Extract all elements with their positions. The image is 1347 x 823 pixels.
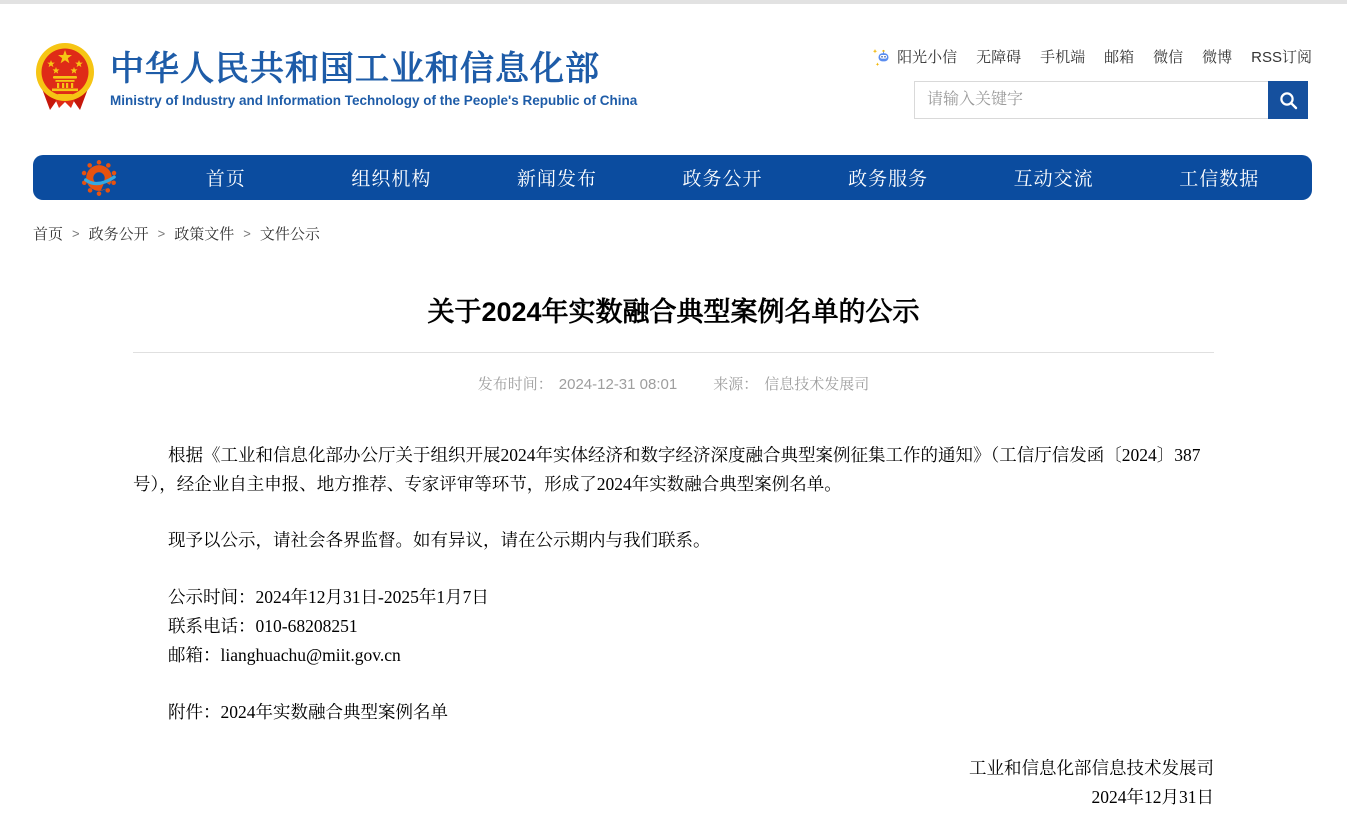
quick-link-mobile[interactable]: [1040, 46, 1085, 67]
signature-block: [133, 754, 1214, 812]
nav-item-gov-disclosure[interactable]: 政务公开: [682, 169, 763, 190]
quick-link-accessibility[interactable]: [976, 46, 1021, 67]
nav-item-data[interactable]: 工信数据: [1179, 169, 1260, 190]
search-bar: [914, 81, 1308, 119]
publicity-period-line: 公示时间：2024年12月31日-2025年1月7日: [168, 587, 489, 607]
paragraph: 根据《工业和信息化部办公厅关于组织开展2024年实体经济和数字经济深度融合典型案例征集工作的通知》（工信厅信发函〔2024〕387号），经企业自主申报、地方推荐、专家评审等环节，形成了2024年实数融合典型案例名单。: [133, 445, 1201, 494]
publish-time-label: 发布时间：: [477, 376, 553, 393]
quick-link-weibo[interactable]: [1202, 46, 1232, 67]
signature-date: 2024年12月31日: [1091, 787, 1214, 807]
nav-item-home[interactable]: 首页: [205, 169, 246, 190]
quick-link-label: 手机端: [1040, 49, 1086, 66]
quick-link-label: RSS订阅: [1251, 49, 1312, 66]
site-header: [0, 4, 1347, 152]
main-nav: [33, 155, 1312, 200]
search-icon: [1278, 90, 1299, 111]
article: [133, 260, 1214, 812]
title-divider: [133, 352, 1214, 353]
breadcrumb-policy-documents[interactable]: 政策文件: [174, 226, 235, 243]
contact-phone-line: 联系电话：010-68208251: [168, 616, 358, 636]
contact-email-line: 邮箱：lianghuachu@miit.gov.cn: [168, 645, 401, 665]
attachment-line: [133, 698, 1214, 727]
quick-link-sunshine[interactable]: [873, 46, 957, 67]
quick-link-label: 无障碍: [976, 49, 1022, 66]
quick-link-mail[interactable]: [1104, 46, 1134, 67]
nav-item-interaction[interactable]: 互动交流: [1013, 169, 1094, 190]
contact-info-block: [133, 583, 1214, 670]
attachment-label: 附件：: [168, 702, 221, 722]
quick-link-wechat[interactable]: [1153, 46, 1183, 67]
site-title-block: [110, 49, 637, 108]
quick-link-label: 邮箱: [1104, 49, 1135, 66]
breadcrumb-separator: >: [243, 226, 251, 241]
quick-link-label: 阳光小信: [897, 49, 958, 66]
quick-link-label: 微博: [1202, 49, 1233, 66]
quick-link-rss[interactable]: [1251, 46, 1312, 67]
breadcrumb-current-page: 文件公示: [259, 226, 320, 243]
quick-link-label: 微信: [1153, 49, 1184, 66]
site-title-cn: 中华人民共和国工业和信息化部: [110, 49, 600, 88]
source-value: 信息技术发展司: [764, 376, 870, 393]
breadcrumb-home[interactable]: 首页: [33, 226, 64, 243]
nav-item-news[interactable]: 新闻发布: [516, 169, 597, 190]
breadcrumb-gov-disclosure[interactable]: 政务公开: [88, 226, 149, 243]
header-quick-links: [873, 46, 1312, 67]
breadcrumb-separator: >: [157, 226, 166, 241]
nav-item-gov-services[interactable]: 政务服务: [848, 169, 929, 190]
source-label: 来源：: [713, 376, 759, 393]
search-button[interactable]: [1268, 81, 1308, 119]
search-input[interactable]: [915, 82, 1268, 118]
nav-item-organization[interactable]: 组织机构: [351, 169, 432, 190]
robot-mascot-icon: [873, 47, 892, 66]
paragraph: 现予以公示，请社会各界监督。如有异议，请在公示期内与我们联系。: [168, 530, 711, 550]
miit-gear-logo-icon[interactable]: [73, 158, 125, 198]
site-title-en: Ministry of Industry and Information Technology of the People's Republic of China: [110, 92, 638, 108]
publish-time-value: 2024-12-31 08:01: [558, 376, 678, 393]
article-meta: [133, 373, 1214, 394]
site-logo[interactable]: [33, 42, 637, 114]
page-title: 关于2024年实数融合典型案例名单的公示: [427, 297, 920, 327]
attachment-link[interactable]: 2024年实数融合典型案例名单: [220, 702, 448, 722]
breadcrumb: [33, 223, 320, 244]
breadcrumb-separator: >: [72, 226, 80, 241]
article-body: [133, 441, 1214, 812]
national-emblem-icon: [33, 42, 97, 114]
signature-department: 工业和信息化部信息技术发展司: [969, 758, 1214, 778]
